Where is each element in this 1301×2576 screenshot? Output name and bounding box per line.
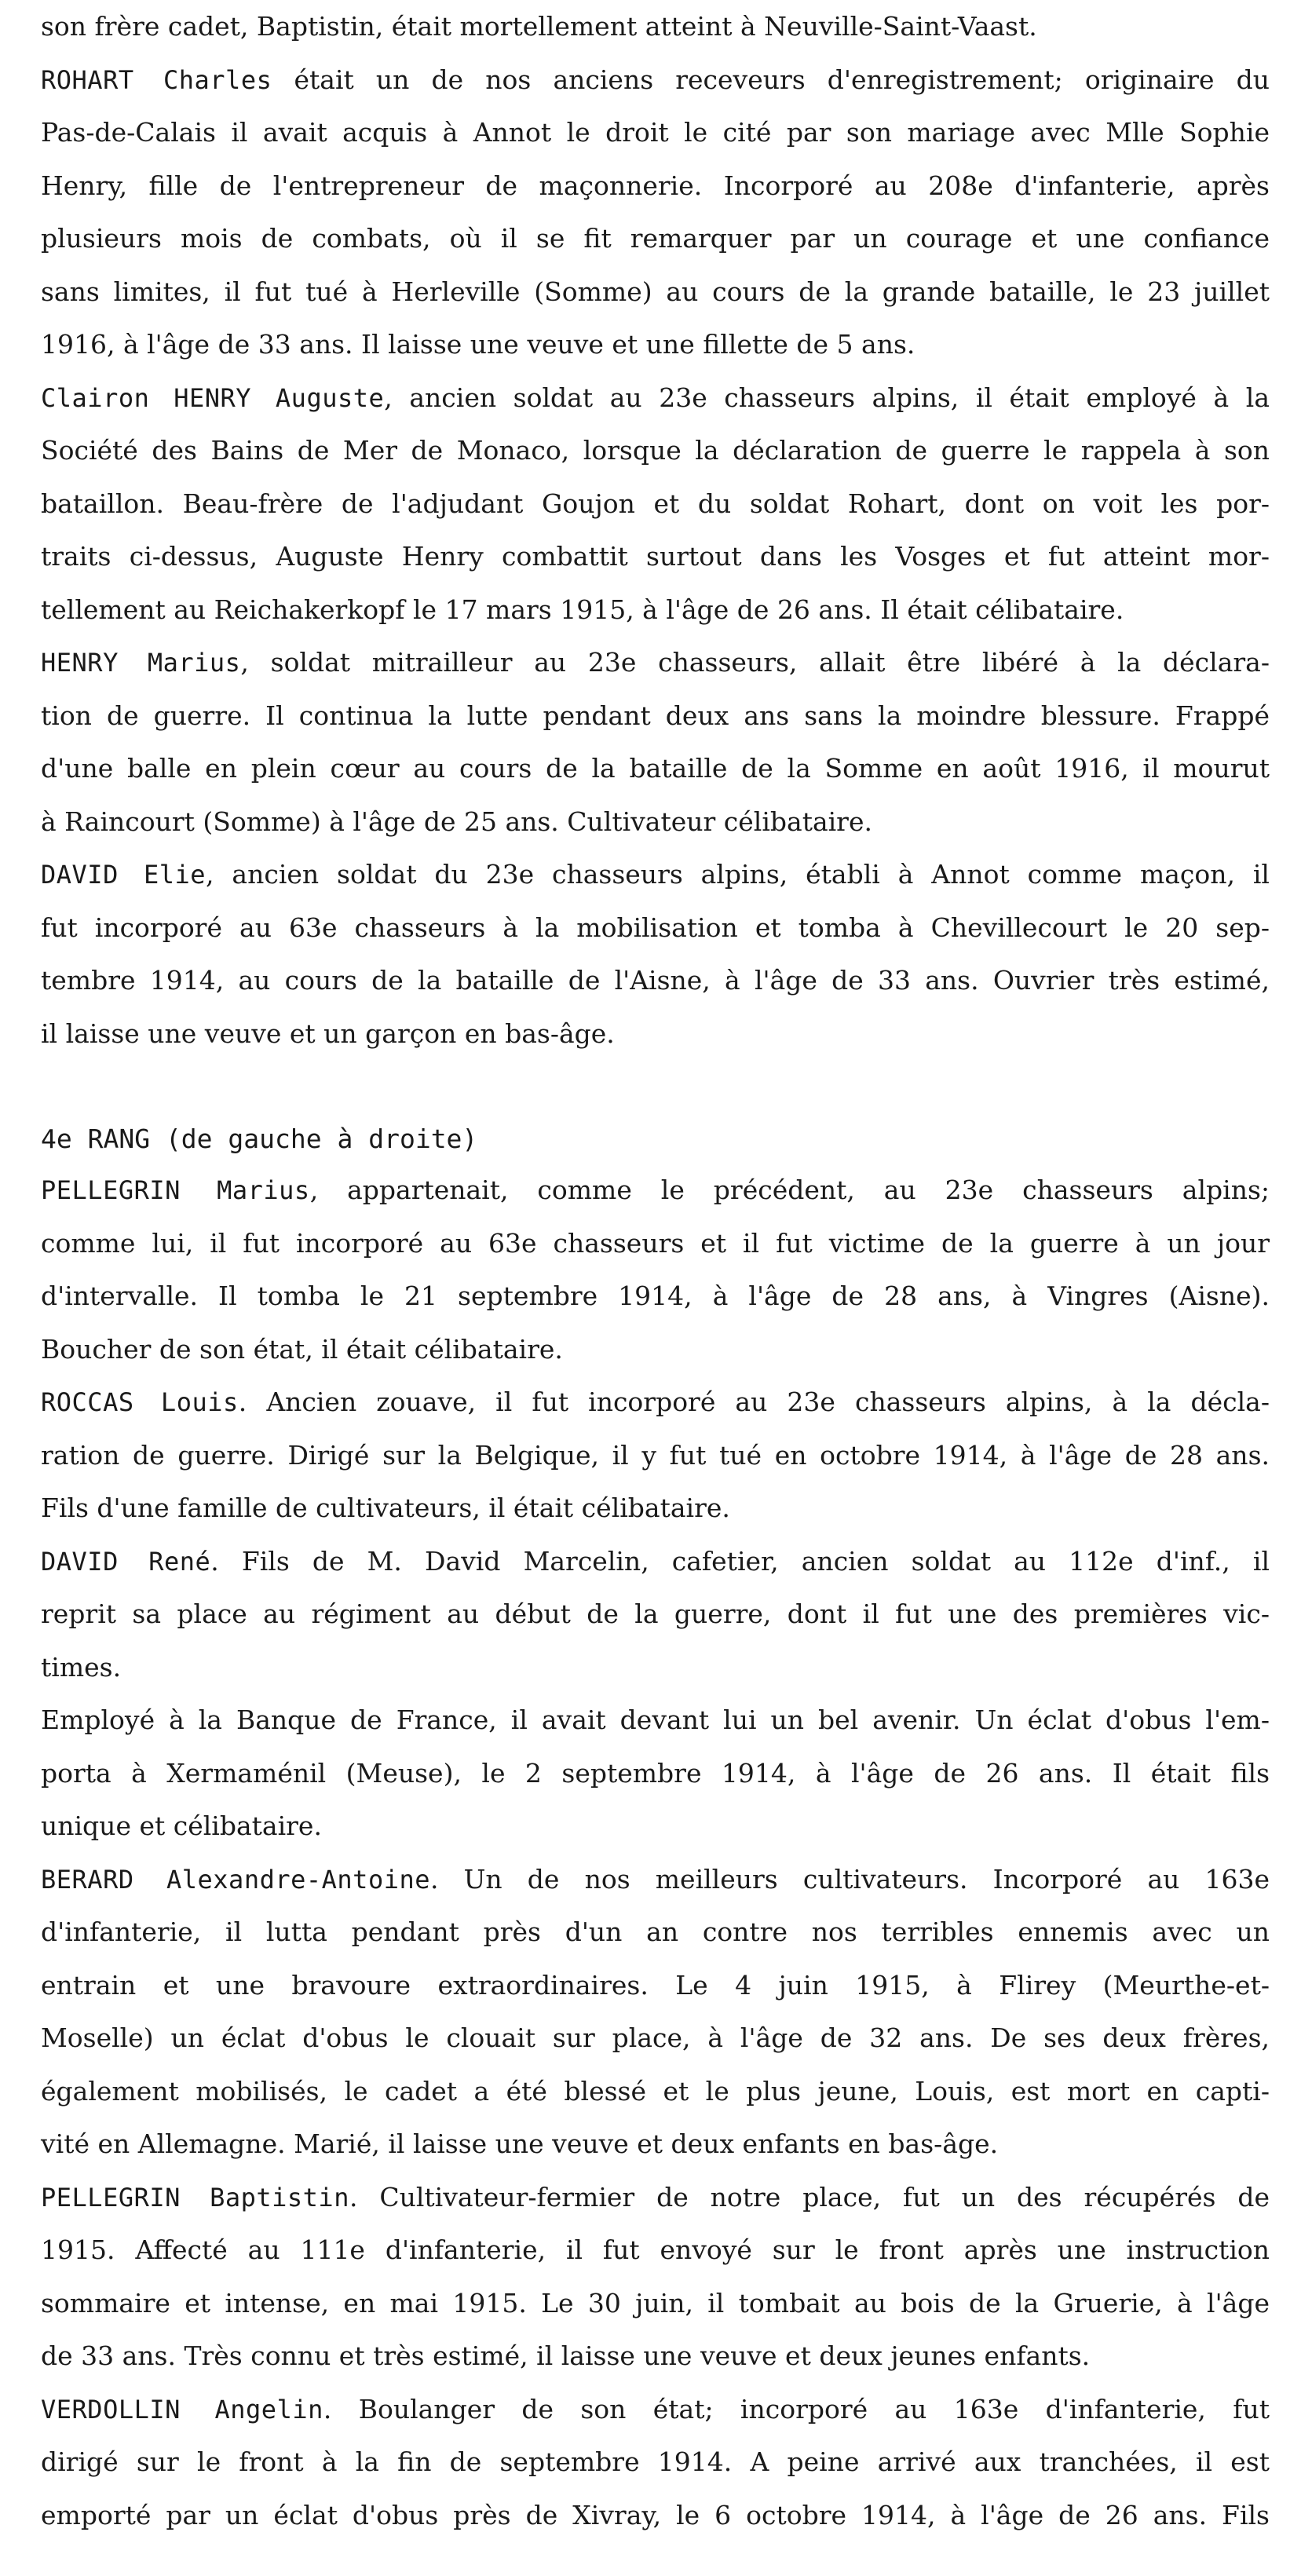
text-line (41, 2383, 1270, 2436)
text-line: d'intervalle. Il tomba le 21 septembre 1914, à l'âge de 28 ans, à Vingres (Aisne). (41, 1281, 1270, 1311)
entry-text: , ancien soldat au 23e chasseurs alpins, il était employé à la (384, 382, 1270, 413)
person-name: DAVID Elie (41, 860, 206, 890)
continuation-paragraph (41, 0, 1270, 53)
text-line: Fils d'une famille de cultivateurs, il était célibataire. (41, 1493, 730, 1523)
text-line: Henry, fille de l'entrepreneur de maçonnerie. Incorporé au 208e d'infanterie, après (41, 170, 1270, 201)
text-line: comme lui, il fut incorporé au 63e chasseurs et il fut victime de la guerre à un jour (41, 1227, 1270, 1259)
section-heading: 4e RANG (de gauche à droite) (41, 1124, 478, 1154)
text-line: d'une balle en plein cœur au cours de la bataille de la Somme en août 1916, il mourut (41, 753, 1270, 784)
text-line (41, 1853, 1270, 1906)
person-name: Clairon HENRY Auguste (41, 382, 385, 413)
text-line: entrain et une bravoure extraordinaires. Le 4 juin 1915, à Flirey (Meurthe-et- (41, 1969, 1270, 2001)
entry-text: . Un de nos meilleurs cultivateurs. Incorporé au 163e (430, 1863, 1270, 1895)
text-line (41, 636, 1270, 689)
entry-text: , ancien soldat du 23e chasseurs alpins, établi à Annot comme maçon, il (206, 859, 1270, 890)
person-name: ROCCAS Louis (41, 1387, 239, 1417)
text-line: d'infanterie, il lutta pendant près d'un an contre nos terribles ennemis avec un (41, 1916, 1270, 1947)
text-line: plusieurs mois de combats, où il se fit remarquer par un courage et une confiance (41, 223, 1270, 254)
person-name: ROHART Charles (41, 64, 272, 95)
text-line (41, 1164, 1270, 1217)
text-line: times. (41, 1651, 122, 1683)
entry-text: . Ancien zouave, il fut incorporé au 23e chasseurs alpins, à la décla- (238, 1387, 1270, 1417)
person-name: BERARD Alexandre-Antoine (41, 1864, 431, 1895)
text-line (41, 1376, 1270, 1429)
person-name: PELLEGRIN Baptistin (41, 2182, 349, 2212)
section-spacer (41, 1060, 1270, 1115)
text-line (41, 1535, 1270, 1588)
entry-text: . Cultivateur-fermier de notre place, fut un des récupérés de (349, 2181, 1270, 2212)
entry-berard-alexandre-antoine (41, 1853, 1270, 2171)
document-page (41, 0, 1270, 2576)
text-line: vité en Allemagne. Marié, il laisse une veuve et deux enfants en bas-âge. (41, 2128, 999, 2159)
entry-rohart-charles (41, 53, 1270, 371)
text-line (41, 371, 1270, 425)
text-line (41, 2171, 1270, 2224)
entry-text: , appartenait, comme le précédent, au 23e chasseurs alpins; (309, 1175, 1270, 1205)
entry-david-rene (41, 1535, 1270, 1853)
entry-henry-auguste (41, 371, 1270, 637)
text-line: 1916, à l'âge de 33 ans. Il laisse une veuve et une fillette de 5 ans. (41, 329, 915, 360)
text-line: 1915. Affecté au 111e d'infanterie, il fut envoyé sur le front après une instruction (41, 2234, 1270, 2265)
person-name: PELLEGRIN Marius (41, 1175, 310, 1205)
text-line: unique et célibataire. (41, 1811, 322, 1841)
text-line: tellement au Reichakerkopf le 17 mars 1915, à l'âge de 26 ans. Il était célibataire. (41, 594, 1124, 625)
text-line: de 33 ans. Très connu et très estimé, il laisse une veuve et deux jeunes enfants. (41, 2340, 1091, 2371)
entry-text: . Boulanger de son état; incorporé au 163e d'infanterie, fut (323, 2393, 1270, 2424)
entry-pellegrin-marius (41, 1164, 1270, 1376)
entry-henry-marius (41, 636, 1270, 848)
text-line: emporté par un éclat d'obus près de Xivray, le 6 octobre 1914, à l'âge de 26 ans. Fils (41, 2499, 1270, 2530)
entry-text: était un de nos anciens receveurs d'enregistrement; originaire du (294, 64, 1270, 95)
entry-pellegrin-baptistin (41, 2171, 1270, 2383)
text-line: Pas-de-Calais il avait acquis à Annot le droit le cité par son mariage avec Mlle Sophie (41, 117, 1270, 148)
text-line: Société des Bains de Mer de Monaco, lorsque la déclaration de guerre le rappela à son (41, 435, 1270, 466)
entry-text: . Fils de M. David Marcelin, cafetier, ancien soldat au 112e d'inf., il (210, 1545, 1270, 1577)
text-line (41, 848, 1270, 901)
text-line (41, 53, 1270, 107)
entry-verdollin-angelin (41, 2383, 1270, 2542)
entry-david-elie (41, 848, 1270, 1060)
person-name: DAVID René (41, 1546, 211, 1577)
entry-text: , soldat mitrailleur au 23e chasseurs, allait être libéré à la déclara- (240, 647, 1270, 678)
text-line: Moselle) un éclat d'obus le clouait sur place, à l'âge de 32 ans. De ses deux frères, (41, 2022, 1270, 2053)
text-line: reprit sa place au régiment au début de la guerre, dont il fut une des premières vic- (41, 1599, 1270, 1629)
text-line: sans limites, il fut tué à Herleville (Somme) au cours de la grande bataille, le 23 juillet (41, 276, 1270, 307)
text-line: tion de guerre. Il continua la lutte pendant deux ans sans la moindre blessure. Frappé (41, 700, 1270, 731)
text-line: bataillon. Beau-frère de l'adjudant Goujon et du soldat Rohart, dont on voit les por- (41, 488, 1270, 519)
text-line: fut incorporé au 63e chasseurs à la mobilisation et tomba à Chevillecourt le 20 sep- (41, 912, 1270, 943)
text-line: à Raincourt (Somme) à l'âge de 25 ans. Cultivateur célibataire. (41, 806, 872, 837)
text-line: Boucher de son état, il était célibataire. (41, 1333, 563, 1365)
text-line: tembre 1914, au cours de la bataille de l'Aisne, à l'âge de 33 ans. Ouvrier très estimé, (41, 965, 1270, 996)
text-line: son frère cadet, Baptistin, était mortellement atteint à Neuville-Saint-Vaast. (41, 11, 1037, 42)
text-line: également mobilisés, le cadet a été blessé et le plus jeune, Louis, est mort en capti- (41, 2075, 1270, 2106)
entry-roccas-louis (41, 1376, 1270, 1535)
text-line: sommaire et intense, en mai 1915. Le 30 juin, il tombait au bois de la Gruerie, à l'âge (41, 2287, 1270, 2318)
text-line: Employé à la Banque de France, il avait devant lui un bel avenir. Un éclat d'obus l'em- (41, 1705, 1270, 1735)
person-name: VERDOLLIN Angelin (41, 2394, 323, 2424)
text-line: il laisse une veuve et un garçon en bas-âge. (41, 1018, 615, 1049)
text-line: porta à Xermaménil (Meuse), le 2 septembre 1914, à l'âge de 26 ans. Il était fils (41, 1757, 1270, 1789)
text-line: dirigé sur le front à la fin de septembre 1914. A peine arrivé aux tranchées, il est (41, 2446, 1270, 2477)
person-name: HENRY Marius (41, 648, 241, 678)
text-line: ration de guerre. Dirigé sur la Belgique, il y fut tué en octobre 1914, à l'âge de 28 ans. (41, 1439, 1270, 1471)
text-line: traits ci-dessus, Auguste Henry combattit surtout dans les Vosges et fut atteint mor- (41, 541, 1270, 572)
